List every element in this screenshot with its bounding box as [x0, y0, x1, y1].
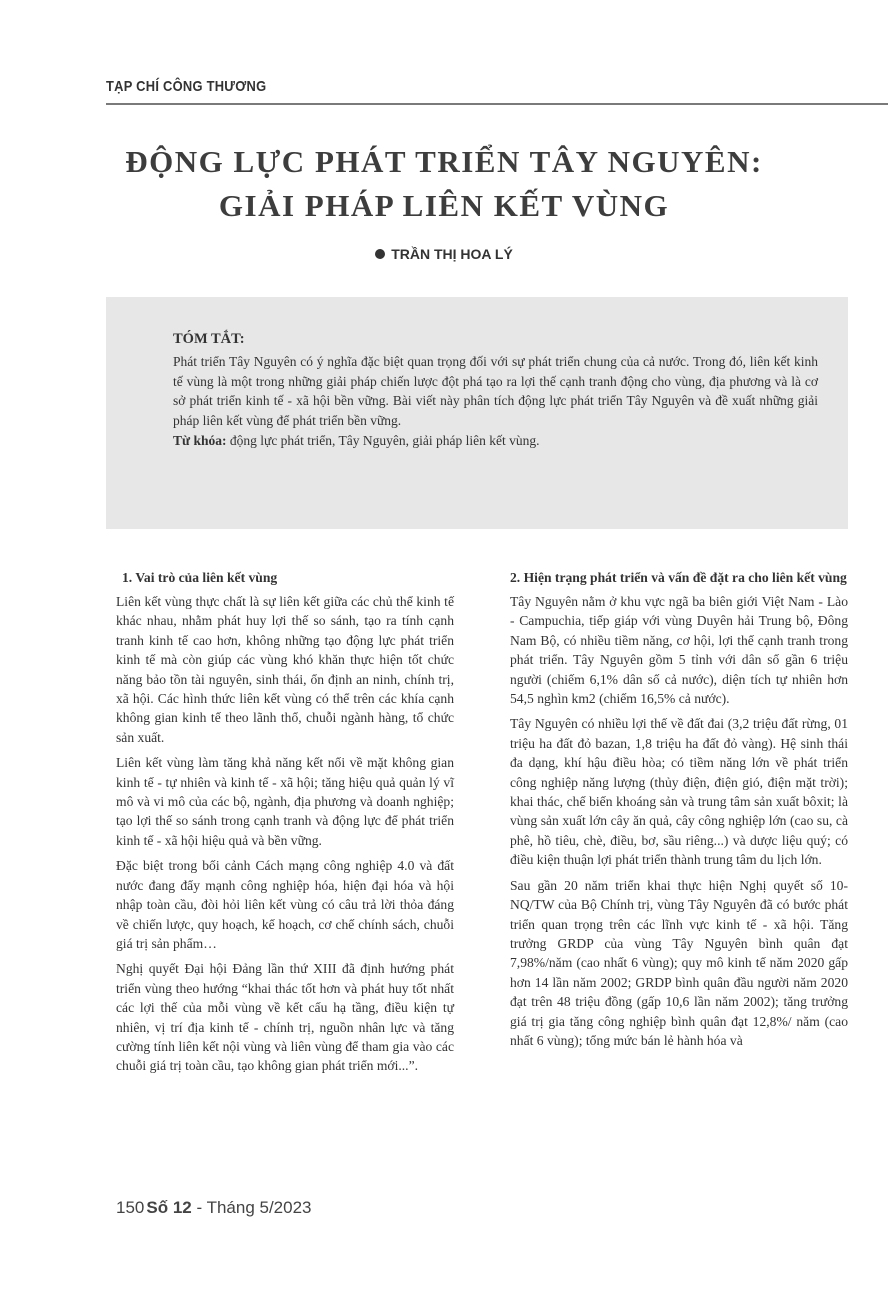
section-1-heading: 1. Vai trò của liên kết vùng — [122, 570, 278, 585]
section-2-paragraph: Sau gần 20 năm triển khai thực hiện Nghị quyết số 10-NQ/TW của Bộ Chính trị, vùng Tây Nguyên đã có bước phát triển quan trọng trên các lĩnh vực kinh tế - xã hội. Tăng trưởng GRDP của vùng Tây Nguyên bình quân đạt 7,98%/năm (cao nhất 6 vùng); quy mô kinh tế năm 2020 gấp hơn 14 lần năm 2002; GRDP bình quân đầu người năm 2020 đạt trên 48 triệu đồng (gấp 10,6 lần năm 2002); tăng trưởng giá trị gia tăng công nghiệp bình quân đạt 12,8%/ năm (cao nhất 6 vùng); tổng mức bán lẻ hành hóa và — [510, 877, 848, 1048]
section-1-paragraph: Nghị quyết Đại hội Đảng lần thứ XIII đã định hướng phát triển vùng theo hướng “khai thác tốt hơn và phát huy tốt nhất các lợi thế của mỗi vùng về kết cấu hạ tầng, điều kiện tự nhiên, vị trí địa kinh tế - chính trị, nguồn nhân lực và tăng cường tính liên kết nội vùng và liên vùng để tham gia vào các chuỗi giá trị toàn cầu, tạo không gian phát triển mới...”. — [116, 961, 454, 1074]
title-line-1: ĐỘNG LỰC PHÁT TRIỂN TÂY NGUYÊN: — [125, 144, 763, 179]
keywords — [173, 431, 818, 450]
section-1-paragraph: Liên kết vùng thực chất là sự liên kết giữa các chủ thể kinh tế khác nhau, nhằm phát huy lợi thế so sánh, tạo ra tính cạnh tranh kinh tế cao hơn, không những tạo động lực phát triển kinh tế mà còn giúp các vùng khó khăn thực hiện tốt chức năng bảo tồn tài nguyên, sinh thái, ổn định an ninh, chính trị, xã hội. Các hình thức liên kết vùng có thể trên các khía cạnh không gian kinh tế theo lãnh thổ, chuỗi ngành hàng, tổ chức sản xuất. — [116, 594, 454, 745]
section-2-paragraph: Tây Nguyên có nhiều lợi thế về đất đai (3,2 triệu đất rừng, 01 triệu ha đất đỏ bazan, 1,8 triệu ha đất đỏ vàng). Hệ sinh thái đa dạng, khí hậu điều hòa; có tiềm năng lớn về phát triển công nghiệp năng lượng (thủy điện, điện gió, điện mặt trời); khai thác, chế biến khoáng sản và trung tâm sản xuất bôxit; là vùng sản xuất lớn cây ăn quả, cây công nghiệp lớn (cao su, cà phê, hồ tiêu, chè, điều, bơ, sầu riêng...) và dược liệu quý; có điều kiện thuận lợi phát triển thành trung tâm du lịch lớn. — [510, 716, 848, 868]
issue-date: - Tháng 5/2023 — [196, 1198, 312, 1217]
abstract-content — [173, 330, 818, 450]
page-number: 150 — [116, 1198, 145, 1217]
issue-number: 12 — [172, 1198, 192, 1217]
header-divider — [106, 103, 888, 105]
section-2-paragraph: Tây Nguyên nằm ở khu vực ngã ba biên giới Việt Nam - Lào - Campuchia, tiếp giáp với vùng Duyên hải Trung bộ, Đông Nam Bộ, có nhiều tiềm năng, cơ hội, lợi thế cạnh tranh trong phát triển. Tây Nguyên gồm 5 tỉnh với dân số gần 6 triệu người (chiếm 6,1% dân số cả nước), diện tích tự nhiên hơn 54,5 nghìn km2 (chiếm 16,5% cả nước). — [510, 594, 848, 707]
title-line-2: GIẢI PHÁP LIÊN KẾT VÙNG — [218, 188, 670, 223]
abstract-text — [173, 352, 818, 430]
author-byline — [0, 246, 888, 262]
section-1-paragraph: Đặc biệt trong bối cảnh Cách mạng công nghiệp 4.0 và đất nước đang đẩy mạnh công nghiệp hóa, hiện đại hóa và hội nhập toàn cầu, đòi hỏi liên kết vùng có câu trả lời thỏa đáng về chiến lược, quy hoạch, kế hoạch, cơ chế chính sách, chuỗi giá trị sản phẩm… — [116, 858, 454, 951]
page-footer — [116, 1198, 312, 1218]
author-name: TRẦN THỊ HOA LÝ — [391, 246, 513, 262]
section-1-paragraph: Liên kết vùng làm tăng khả năng kết nối về mặt không gian kinh tế - tự nhiên và kinh tế - xã hội; tăng hiệu quả quản lý vĩ mô và vi mô của các bộ, ngành, địa phương và doanh nghiệp; tạo lợi thế so sánh trong cạnh tranh và động lực để phát triển kinh tế - xã hội hiệu quả và bền vững. — [116, 755, 454, 848]
right-column — [510, 568, 848, 1056]
left-column — [116, 568, 454, 1082]
issue-label: Số — [146, 1198, 169, 1217]
journal-name: TẠP CHÍ CÔNG THƯƠNG — [106, 78, 267, 95]
abstract-heading: TÓM TẮT: — [173, 331, 245, 347]
section-2-heading: 2. Hiện trạng phát triển và vấn đề đặt ra cho liên kết vùng — [510, 570, 847, 585]
article-title — [0, 140, 888, 228]
abstract-body: Phát triển Tây Nguyên có ý nghĩa đặc biệt quan trọng đối với sự phát triển chung của cả nước. Trong đó, liên kết kinh tế vùng là một trong những giải pháp chiến lược đột phá tạo ra lợi thế cạnh tranh động cho vùng, địa phương và là cơ sở phát triển kinh tế - xã hội bền vững. Bài viết này phân tích động lực phát triển Tây Nguyên và đề xuất những giải pháp liên kết vùng để phát triển bền vững. — [173, 354, 818, 428]
bullet-icon — [375, 249, 385, 259]
keywords-text: động lực phát triển, Tây Nguyên, giải pháp liên kết vùng. — [229, 433, 540, 449]
keywords-label: Từ khóa: — [173, 433, 227, 449]
abstract-box — [106, 297, 848, 529]
